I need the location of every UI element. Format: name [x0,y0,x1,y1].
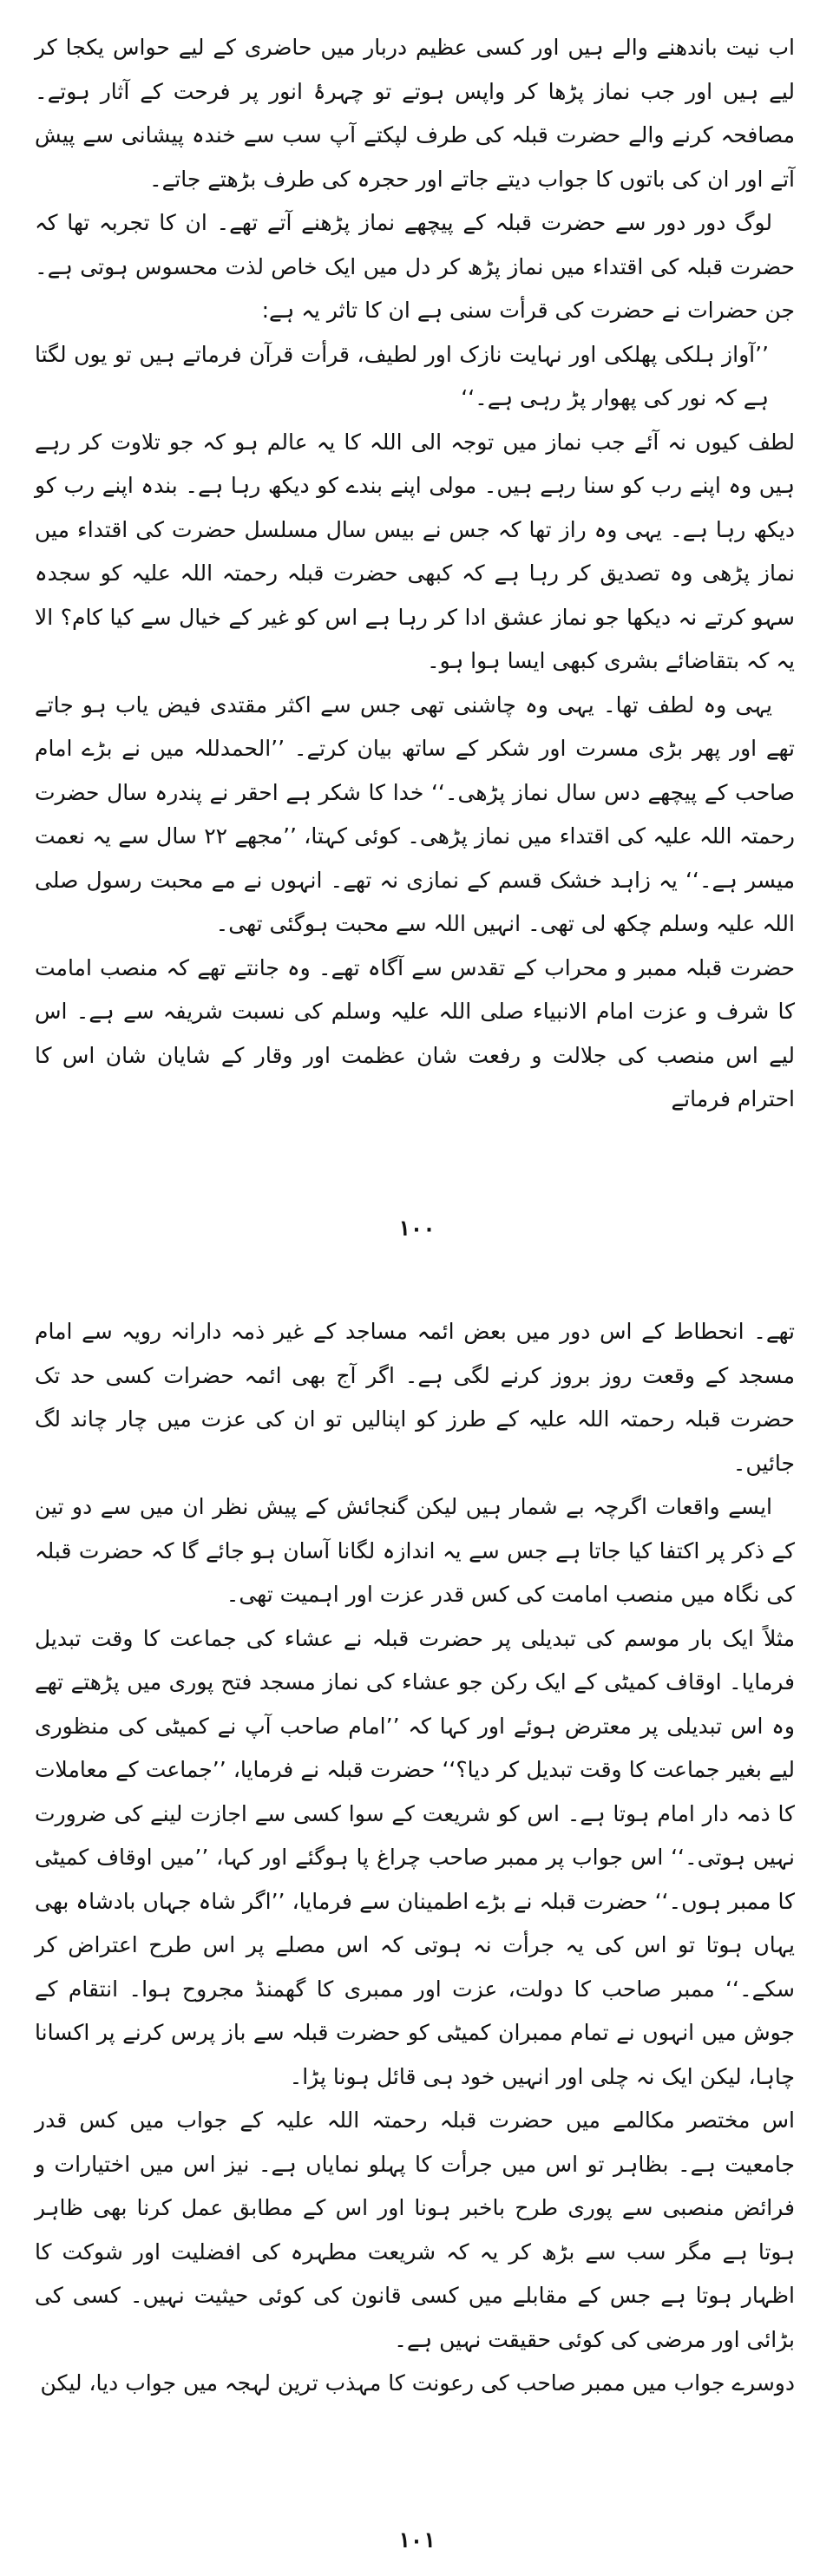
paragraph: دوسرے جواب میں ممبر صاحب کی رعونت کا مہذب ترین لہجہ میں جواب دیا، لیکن [40,2370,795,2396]
paragraph: لوگ دور دور سے حضرت قبلہ کے پیچھے نماز پڑھنے آتے تھے۔ ان کا تجربہ تھا کہ حضرت قبلہ کی اقتداء میں نماز پڑھ کر دل میں ایک خاص لذت محسوس ہوتی ہے۔ جن حضرات نے حضرت کی قرأت سنی ہے ان کا تاثر یہ ہے: [35,210,795,323]
paragraph: تھے۔ انحطاط کے اس دور میں بعض ائمہ مساجد کے غیر ذمہ دارانہ رویہ سے امام مسجد کے وقعت روز بروز کرنے لگی ہے۔ اگر آج بھی ائمہ حضرات کسی حد تک حضرت قبلہ رحمتہ اللہ علیہ کے طرز کو اپنالیں تو ان کی عزت میں چار چاند لگ جائیں۔ [35,1319,795,1476]
paragraph: اس مختصر مکالمے میں حضرت قبلہ رحمتہ اللہ علیہ کے جواب میں کس قدر جامعیت ہے۔ بظاہر تو اس میں جرأت کا پہلو نمایاں ہے۔ نیز اس میں اختیارات و فرائض منصبی سے پوری طرح باخبر ہونا اور اس کے مطابق عمل کرنا بھی ظاہر ہوتا ہے مگر سب سے بڑھ کر یہ کہ شریعت مطہرہ کی افضلیت اور شوکت کا اظہار ہوتا ہے جس کے مقابلے میں کسی قانون کی کوئی حیثیت نہیں۔ کسی کی بڑائی اور مرضی کی کوئی حقیقت نہیں ہے۔ [35,2107,795,2352]
page-100 [0,26,833,1119]
page-number: ۱۰۱ [397,2528,436,2553]
paragraph: حضرت قبلہ ممبر و محراب کے تقدس سے آگاہ تھے۔ وہ جانتے تھے کہ منصب امامت کا شرف و عزت امام الانبیاء صلی اللہ علیہ وسلم کی نسبت شریفہ سے ہے۔ اس لیے اس منصب کی جلالت و رفعت شان عظمت اور وقار کے شایان شان اس کا احترام فرماتے [35,954,795,1111]
page-101 [0,1310,833,2525]
paragraph: یہی وہ لطف تھا۔ یہی وہ چاشنی تھی جس سے اکثر مقتدی فیض یاب ہو جاتے تھے اور پھر بڑی مسرت اور شکر کے ساتھ بیان کرتے۔ ’’الحمدللہ میں نے بڑے امام صاحب کے پیچھے دس سال نماز پڑھی۔‘‘ خدا کا شکر ہے احقر نے پندرہ سال حضرت رحمتہ اللہ علیہ کی اقتداء میں نماز پڑھی۔ کوئی کہتا، ’’مجھے ۲۲ سال سے یہ نعمت میسر ہے۔‘‘ یہ زاہد خشک قسم کے نمازی نہ تھے۔ انہوں نے مے محبت رسول صلی اللہ علیہ وسلم چکھ لی تھی۔ انہیں اللہ سے محبت ہوگئی تھی۔ [35,692,795,936]
paragraph: مثلاً ایک بار موسم کی تبدیلی پر حضرت قبلہ نے عشاء کی جماعت کا وقت تبدیل فرمایا۔ اوقاف کمیٹی کے ایک رکن جو عشاء کی نماز مسجد فتح پوری میں پڑھتے تھے وہ اس تبدیلی پر معترض ہوئے اور کہا کہ ’’امام صاحب آپ نے کمیٹی کی منظوری لیے بغیر جماعت کا وقت تبدیل کر دیا؟‘‘ حضرت قبلہ نے فرمایا، ’’جماعت کے معاملات کا ذمہ دار امام ہوتا ہے۔ اس کو شریعت کے سوا کسی سے اجازت لینے کی ضرورت نہیں ہوتی۔‘‘ اس جواب پر ممبر صاحب چراغ پا ہوگئے اور کہا، ’’میں اوقاف کمیٹی کا ممبر ہوں۔‘‘ حضرت قبلہ نے بڑے اطمینان سے فرمایا، ’’اگر شاہ جہاں بادشاہ بھی یہاں ہوتا تو اس کی یہ جرأت نہ ہوتی کہ اس مصلے پر اس طرح اعتراض کر سکے۔‘‘ ممبر صاحب کا دولت، عزت اور ممبری کا گھمنڈ مجروح ہوا۔ انتقام کے جوش میں انہوں نے تمام ممبران کمیٹی کو حضرت قبلہ سے باز پرس کرنے پر اکسانا چاہا، لیکن ایک نہ چلی اور انہیں خود ہی قائل ہونا پڑا۔ [35,1625,795,2089]
paragraph: لطف کیوں نہ آئے جب نماز میں توجہ الی اللہ کا یہ عالم ہو کہ جو تلاوت کر رہے ہیں وہ اپنے رب کو سنا رہے ہیں۔ مولی اپنے بندے کو دیکھ رہا ہے۔ بندہ اپنے رب کو دیکھ رہا ہے۔ یہی وہ راز تھا کہ جس نے بیس سال مسلسل حضرت کی اقتداء میں نماز پڑھی وہ تصدیق کر رہا ہے کہ کبھی حضرت قبلہ رحمتہ اللہ علیہ کو سجدہ سہو کرتے نہ دیکھا جو نماز عشق ادا کر رہا ہے اس کو غیر کے خیال سے کیا کام؟ الا یہ کہ بتقاضائے بشری کبھی ایسا ہوا ہو۔ [35,429,795,673]
quote: ’’آواز ہلکی پھلکی اور نہایت نازک اور لطیف، قرأت قرآن فرماتے ہیں تو یوں لگتا ہے کہ نور کی پھوار پڑ رہی ہے۔‘‘ [35,341,769,410]
paragraph: ایسے واقعات اگرچہ بے شمار ہیں لیکن گنجائش کے پیش نظر ان میں سے دو تین کے ذکر پر اکتفا کیا جاتا ہے جس سے یہ اندازہ لگانا آسان ہو جائے گا کہ حضرت قبلہ کی نگاہ میں منصب امامت کی کس قدر عزت اور اہمیت تھی۔ [35,1494,795,1607]
paragraph: اب نیت باندھنے والے ہیں اور کسی عظیم دربار میں حاضری کے لیے حواس یکجا کر لیے ہیں اور جب نماز پڑھا کر واپس ہوتے تو چہرۂ انور پر فرحت کے آثار ہوتے۔ مصافحہ کرنے والے حضرت قبلہ کی طرف لپکتے آپ سب سے خندہ پیشانی سے پیش آتے اور ان کی باتوں کا جواب دیتے جاتے اور حجرہ کی طرف بڑھتے جاتے۔ [35,35,795,192]
page-number: ۱۰۰ [397,1216,436,1241]
